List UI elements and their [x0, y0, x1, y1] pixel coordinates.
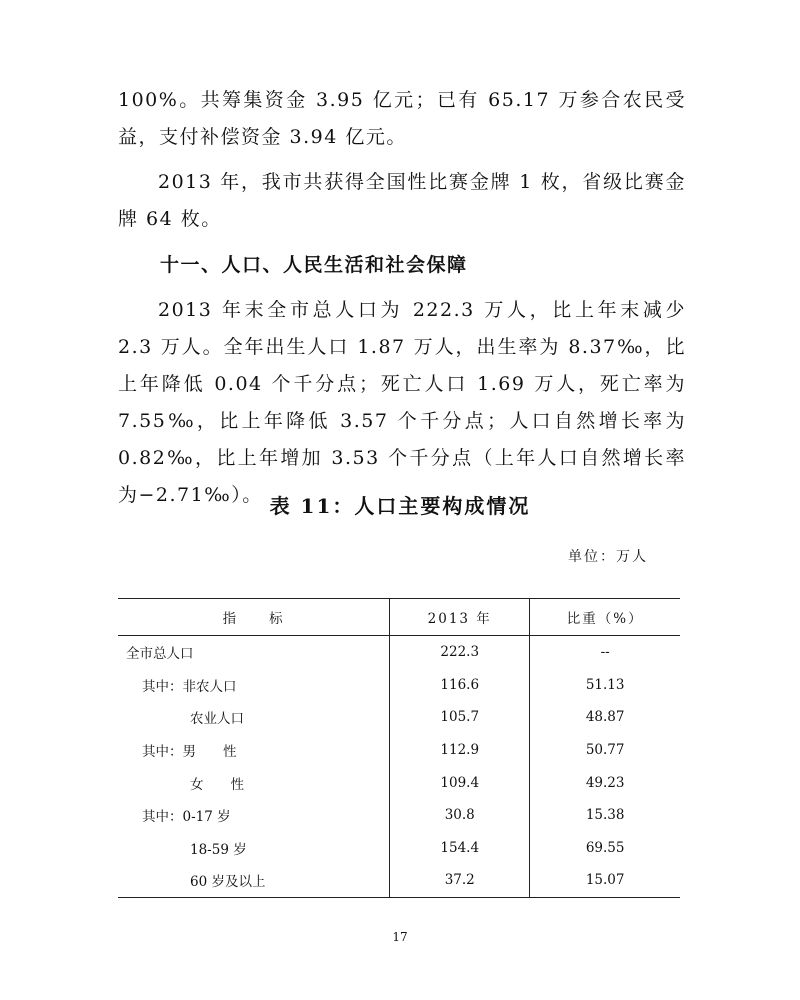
row-value: 37.2 — [390, 864, 530, 897]
table-row — [118, 701, 680, 734]
row-value: 222.3 — [390, 636, 530, 669]
row-label: 其中：非农人口 — [142, 678, 237, 695]
table-row — [118, 766, 680, 799]
page-number: 17 — [392, 930, 408, 944]
row-label: 18-59 岁 — [190, 841, 247, 858]
row-label: 60 岁及以上 — [118, 864, 390, 897]
row-value: 112.9 — [390, 734, 530, 767]
row-label: 农业人口 — [190, 711, 244, 728]
row-value: 154.4 — [390, 832, 530, 865]
row-share: -- — [530, 636, 680, 669]
row-share: 50.77 — [530, 734, 680, 767]
row-share: 15.07 — [530, 864, 680, 897]
row-label: 女 性 — [190, 776, 244, 793]
row-share: 15.38 — [530, 799, 680, 832]
table-row — [118, 669, 680, 702]
table-row — [118, 864, 680, 897]
table-header-row — [118, 599, 680, 636]
header-year: 2013 年 — [390, 599, 530, 636]
row-share: 51.13 — [530, 669, 680, 702]
row-value: 116.6 — [390, 669, 530, 702]
row-value: 109.4 — [390, 766, 530, 799]
population-table — [118, 598, 680, 898]
table-row — [118, 734, 680, 767]
table-row — [118, 832, 680, 865]
sports-paragraph: 2013 年，我市共获得全国性比赛金牌 1 枚，省级比赛金牌 64 枚。 — [118, 171, 686, 230]
row-value: 30.8 — [390, 799, 530, 832]
row-share: 69.55 — [530, 832, 680, 865]
table-row — [118, 636, 680, 669]
table-unit: 单位：万人 — [568, 549, 648, 565]
row-label: 其中：男 性 — [142, 744, 237, 761]
row-value: 105.7 — [390, 701, 530, 734]
section-heading: 十一、人口、人民生活和社会保障 — [160, 254, 468, 276]
population-paragraph: 2013 年末全市总人口为 222.3 万人，比上年末减少 2.3 万人。全年出生人口 1.87 万人，出生率为 8.37‰，比上年降低 0.04 个千分点；死亡人口 1.69 万人，死亡率为 7.55‰，比上年降低 3.57 个千分点；人口自然增长率为 0.82‰，比上年增加 3.53 个千分点（上年人口自然增长率为−2.71‰）。 — [118, 299, 686, 506]
header-indicator: 指 标 — [118, 599, 390, 636]
row-share: 49.23 — [530, 766, 680, 799]
row-label: 其中：0-17 岁 — [142, 809, 231, 826]
header-share: 比重（%） — [530, 599, 680, 636]
row-label: 全市总人口 — [126, 646, 194, 663]
table-row — [118, 799, 680, 832]
row-share: 48.87 — [530, 701, 680, 734]
table-title: 表 11：人口主要构成情况 — [269, 494, 531, 518]
continued-paragraph: 100%。共筹集资金 3.95 亿元；已有 65.17 万参合农民受益，支付补偿资金 3.94 亿元。 — [118, 89, 686, 148]
